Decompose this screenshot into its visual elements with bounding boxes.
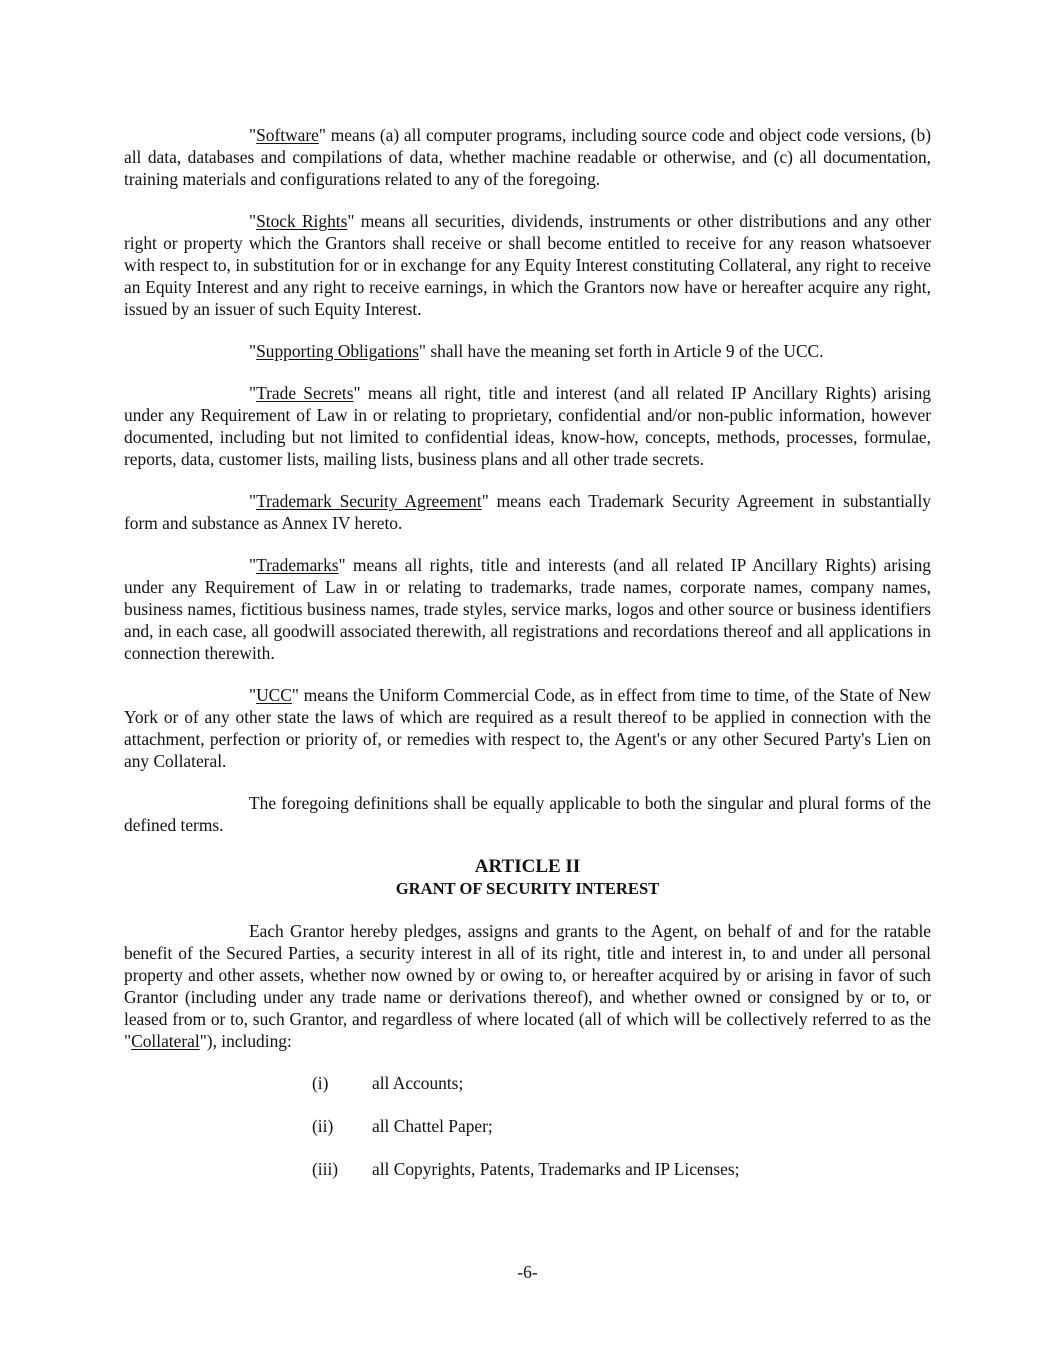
document-page (124, 124, 931, 1201)
article-number: ARTICLE II (474, 856, 581, 877)
list-item-text: all Chattel Paper; (372, 1116, 493, 1136)
definition-supporting-obligations: "Supporting Obligations" shall have the meaning set forth in Article 9 of the UCC. (249, 341, 824, 361)
list-item-number: (iii) (312, 1159, 339, 1179)
definition-software: "Software" means (a) all computer programs, including source code and object code versions, (b) all data, databases and compilations of data, whether machine readable or otherwise, and (c) all documentation, training materials and configurations related to any of the foregoing. (124, 125, 931, 189)
collateral-list-item (312, 1115, 931, 1137)
defined-term: Trade Secrets (256, 383, 354, 403)
article-title: GRANT OF SECURITY INTEREST (395, 879, 660, 898)
defined-term: Supporting Obligations (256, 341, 419, 361)
list-item-number: (ii) (312, 1116, 334, 1136)
collateral-list-item (312, 1072, 931, 1094)
definitions-closing-paragraph: The foregoing definitions shall be equally applicable to both the singular and plural forms of the defined terms. (124, 793, 931, 835)
grant-paragraph: Each Grantor hereby pledges, assigns and grants to the Agent, on behalf of and for the ratable benefit of the Secured Parties, a security interest in all of its right, title and interest in, to and under all personal property and other assets, whether now owned by or owing to, or hereafter acquired by or arising in favor of such Grantor (including under any trade name or derivations thereof), and whether owned or consigned by or to, or leased from or to, such Grantor, and regardless of where located (all of which will be collectively referred to as the "Collateral"), including: (124, 921, 931, 1051)
defined-term: Collateral (131, 1031, 200, 1051)
list-item-text: all Accounts; (372, 1073, 464, 1093)
article-heading (124, 856, 931, 900)
collateral-list-item (312, 1158, 931, 1180)
list-item-text: all Copyrights, Patents, Trademarks and IP Licenses; (372, 1159, 740, 1179)
defined-term: Stock Rights (256, 211, 348, 231)
defined-term: Software (256, 125, 319, 145)
defined-term: Trademarks (256, 555, 339, 575)
definition-trademarks: "Trademarks" means all rights, title and interests (and all related IP Ancillary Rights) arising under any Requirement of Law in or relating to trademarks, trade names, corporate names, company names, business names, fictitious business names, trade styles, service marks, logos and other source or business identifiers and, in each case, all goodwill associated therewith, all registrations and recordations thereof and all applications in connection therewith. (124, 555, 931, 663)
list-item-number: (i) (312, 1073, 329, 1093)
definition-trademark-security-agreement: "Trademark Security Agreement" means each Trademark Security Agreement in substantially form and substance as Annex IV hereto. (124, 491, 931, 533)
definition-stock-rights: "Stock Rights" means all securities, dividends, instruments or other distributions and any other right or property which the Grantors shall receive or shall become entitled to receive for any reason whatsoever with respect to, in substitution for or in exchange for any Equity Interest constituting Collateral, any right to receive an Equity Interest and any right to receive earnings, in which the Grantors now have or hereafter acquire any right, issued by an issuer of such Equity Interest. (124, 211, 931, 319)
page-number: -6- (517, 1262, 538, 1282)
defined-term: Trademark Security Agreement (256, 491, 482, 511)
defined-term: UCC (256, 685, 292, 705)
definition-ucc: "UCC" means the Uniform Commercial Code, as in effect from time to time, of the State of New York or of any other state the laws of which are required as a result thereof to be applied in connection with the attachment, perfection or priority of, or remedies with respect to, the Agent's or any other Secured Party's Lien on any Collateral. (124, 685, 931, 771)
definition-trade-secrets: "Trade Secrets" means all right, title and interest (and all related IP Ancillary Rights) arising under any Requirement of Law in or relating to proprietary, confidential and/or non-public information, however documented, including but not limited to confidential ideas, know-how, concepts, methods, processes, formulae, reports, data, customer lists, mailing lists, business plans and all other trade secrets. (124, 383, 931, 469)
